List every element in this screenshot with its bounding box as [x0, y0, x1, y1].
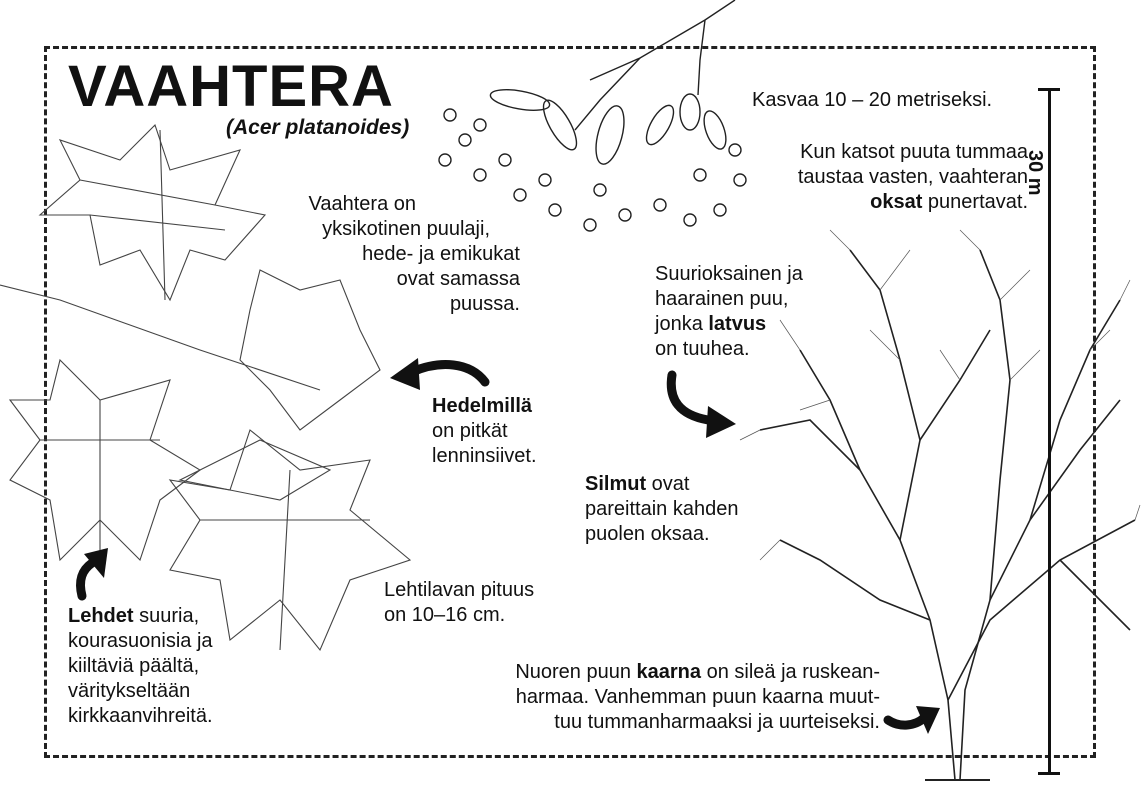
scale-bar	[1048, 90, 1051, 774]
crown-text: Suurioksainen ja haarainen puu, jonka latvus on tuuhea.	[655, 263, 803, 360]
latin-name: (Acer platanoides)	[226, 116, 410, 139]
bark-text: Nuoren puun kaarna on sileä ja ruskean- harmaa. Vanhemman puun kaarna muut- tuu tummanharmaaksi ja uurteiseksi.	[515, 661, 880, 733]
petiole-text: Lehtilavan pituus on 10–16 cm.	[384, 579, 535, 626]
fruit-text: Hedelmillä on pitkät lenninsiivet.	[432, 395, 537, 467]
buds-text: Silmut ovat pareittain kahden puolen oksaa.	[585, 473, 739, 545]
scale-bar-bottom-cap	[1038, 772, 1060, 775]
leaves-text: Lehdet suuria, kourasuonisia ja kiiltäviä päältä, väritykseltään kirkkaanvihreitä.	[68, 605, 213, 727]
branches-text: Kun katsot puuta tummaa taustaa vasten, vaahteran oksat punertavat.	[797, 141, 1028, 213]
page-title: VAAHTERA	[68, 54, 394, 119]
scale-bar-top-cap	[1038, 88, 1060, 91]
scale-label: 30 m	[1024, 150, 1046, 196]
growth-text: Kasvaa 10 – 20 metriseksi.	[752, 89, 993, 111]
monoecious-text: Vaahtera on yksikotinen puulaji, hede- ja emikukat ovat samassa puussa.	[308, 193, 520, 315]
